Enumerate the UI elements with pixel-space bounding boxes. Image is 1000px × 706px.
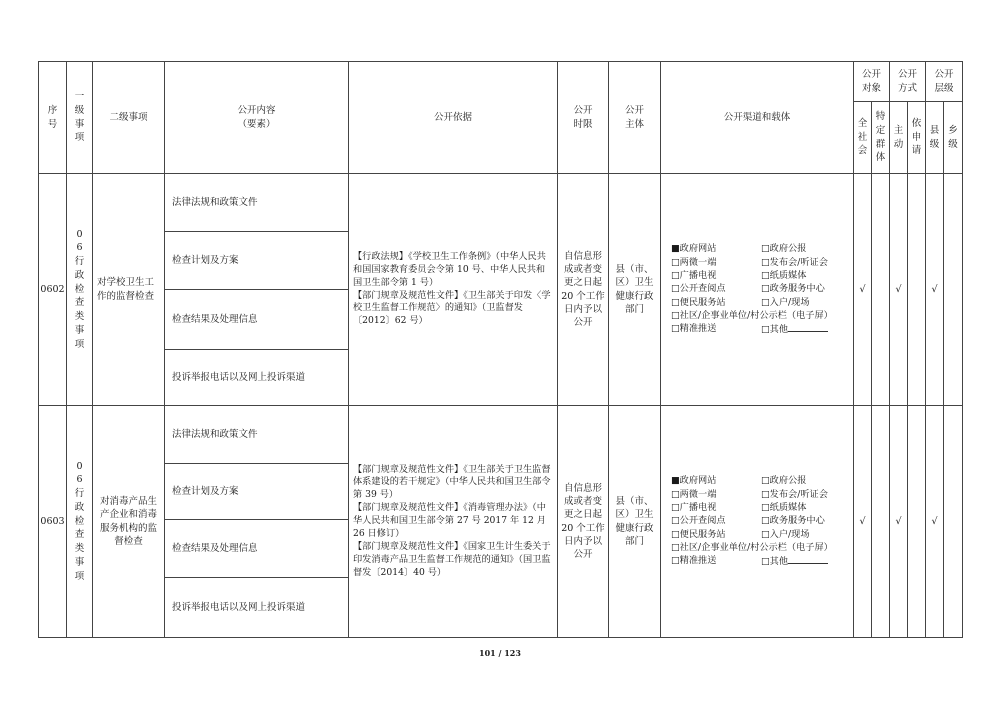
check-method-active: √ [890, 174, 908, 406]
table-row [39, 174, 963, 232]
check-method-active: √ [890, 406, 908, 638]
content-item: 检查计划及方案 [165, 232, 349, 290]
table-row [39, 406, 963, 464]
header-target-all: 全社会 [854, 102, 872, 174]
content-item: 检查结果及处理信息 [165, 520, 349, 578]
header-level-town: 乡级 [944, 102, 963, 174]
header-time-limit: 公开时限 [558, 62, 609, 174]
header-content: 公开内容 （要素） [165, 62, 349, 174]
check-target-all: √ [854, 174, 872, 406]
header-level2: 二级事项 [93, 62, 165, 174]
header-level-county: 县级 [926, 102, 944, 174]
header-subject: 公开主体 [609, 62, 661, 174]
header-method-active: 主动 [890, 102, 908, 174]
content-item: 检查结果及处理信息 [165, 290, 349, 350]
row-level1: 06行政检查类事项 [67, 406, 93, 638]
header-seq: 序号 [39, 62, 67, 174]
header-level-group: 公开层级 [926, 62, 963, 102]
row-time-limit: 自信息形成或者变更之日起 20 个工作日内予以公开 [558, 174, 609, 406]
row-channels: ■政府网站 □政府公报 □两微一端 □发布会/听证会 □广播电视 □纸质媒体 □公开查阅点 □政务服务中心 □便民服务站 □入户/现场 □社区/企事业单位/村公示栏（电子屏） □精准推送 □其他 [661, 406, 854, 638]
disclosure-table [38, 61, 963, 638]
header-basis: 公开依据 [349, 62, 558, 174]
row-seq: 0602 [39, 174, 67, 406]
check-target-all: √ [854, 406, 872, 638]
basis-item: 【部门规章及规范性文件】《卫生部关于卫生监督体系建设的若干规定》（中华人民共和国卫生部令第 39 号） [353, 463, 551, 501]
content-item: 法律法规和政策文件 [165, 174, 349, 232]
row-level2: 对消毒产品生产企业和消毒服务机构的监督检查 [93, 406, 165, 638]
basis-item: 【行政法规】《学校卫生工作条例》（中华人民共和国国家教育委员会令第 10 号、中华人民共和国卫生部令第 1 号） [353, 250, 546, 288]
check-method-apply [908, 406, 926, 638]
content-item: 法律法规和政策文件 [165, 406, 349, 464]
check-level-town [944, 406, 963, 638]
row-level2: 对学校卫生工作的监督检查 [93, 174, 165, 406]
check-level-county: √ [926, 174, 944, 406]
header-target-specific: 特定群体 [872, 102, 890, 174]
content-item: 检查计划及方案 [165, 464, 349, 520]
check-level-town [944, 174, 963, 406]
basis-item: 【部门规章及规范性文件】《国家卫生计生委关于印发消毒产品卫生监督工作规范的通知》（国卫监督发〔2014〕40 号） [353, 540, 551, 578]
check-level-county: √ [926, 406, 944, 638]
row-level1: 06行政检查类事项 [67, 174, 93, 406]
row-basis [349, 406, 558, 638]
header-level1: 一级事项 [67, 62, 93, 174]
row-channels: ■政府网站 □政府公报 □两微一端 □发布会/听证会 □广播电视 □纸质媒体 □公开查阅点 □政务服务中心 □便民服务站 □入户/现场 □社区/企事业单位/村公示栏（电子屏） □精准推送 □其他 [661, 174, 854, 406]
page-number: 101 / 123 [479, 648, 521, 658]
content-item: 投诉举报电话以及网上投诉渠道 [165, 578, 349, 638]
basis-item: 【部门规章及规范性文件】《消毒管理办法》（中华人民共和国卫生部令第 27 号 2017 年 12 月 26 日修订） [353, 502, 546, 539]
header-method-group: 公开方式 [890, 62, 926, 102]
header-target-group: 公开对象 [854, 62, 890, 102]
check-target-specific [872, 174, 890, 406]
row-seq: 0603 [39, 406, 67, 638]
row-subject: 县（市、区）卫生健康行政部门 [609, 174, 661, 406]
row-basis [349, 174, 558, 406]
content-item: 投诉举报电话以及网上投诉渠道 [165, 350, 349, 406]
header-method-apply: 依申请 [908, 102, 926, 174]
check-method-apply [908, 174, 926, 406]
row-subject: 县（市、区）卫生健康行政部门 [609, 406, 661, 638]
row-time-limit: 自信息形成或者变更之日起 20 个工作日内予以公开 [558, 406, 609, 638]
check-target-specific [872, 406, 890, 638]
basis-item: 【部门规章及规范性文件】《卫生部关于印发〈学校卫生监督工作规范〉的通知》（卫监督发〔2012〕62 号） [353, 289, 551, 327]
header-channels: 公开渠道和载体 [661, 62, 854, 174]
